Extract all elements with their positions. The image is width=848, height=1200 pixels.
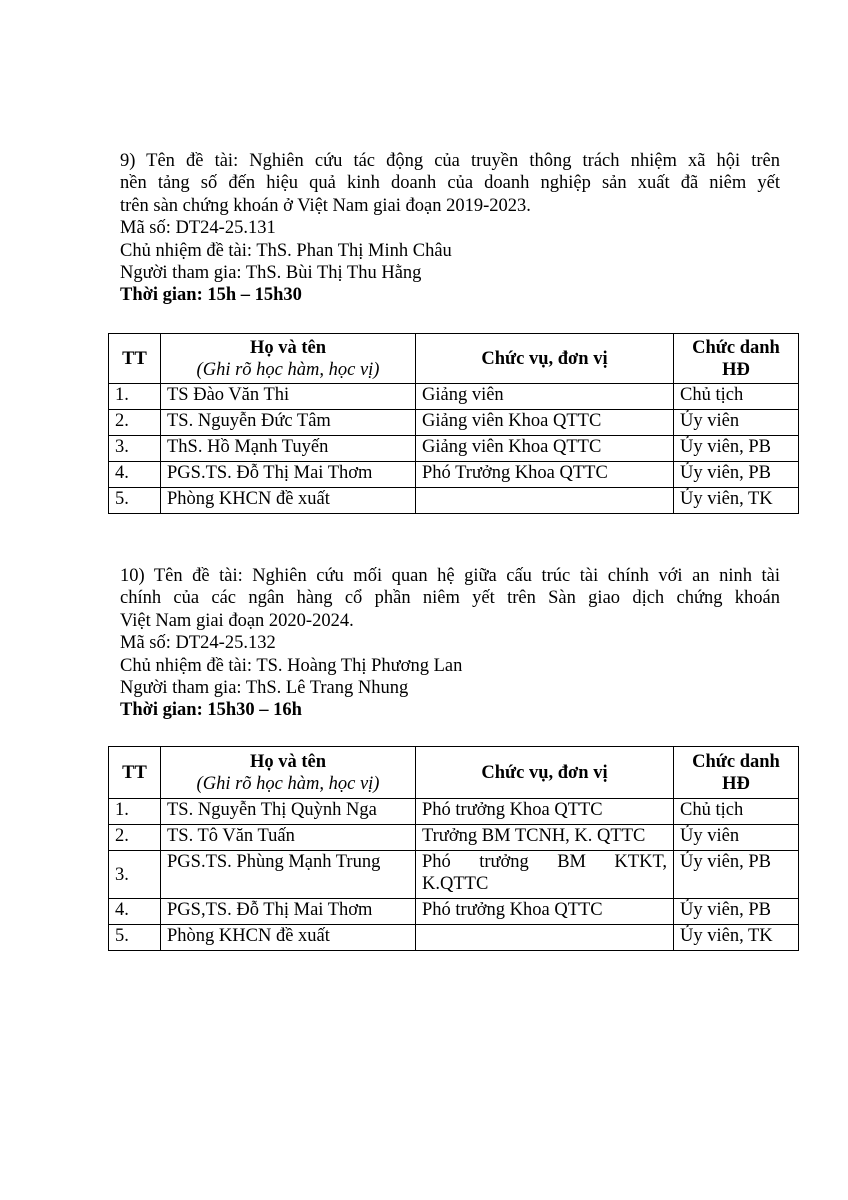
cell-name: ThS. Hồ Mạnh Tuyến xyxy=(161,436,416,462)
header-name xyxy=(161,334,416,384)
header-role-line1: Chức danh xyxy=(692,751,780,772)
header-name xyxy=(161,747,416,799)
section-9-title-line-2: nền tảng số đến hiệu quả kinh doanh của doanh nghiệp sản xuất đã niêm yết xyxy=(120,173,780,194)
header-position: Chức vụ, đơn vị xyxy=(416,747,674,799)
cell-role: Ủy viên, PB xyxy=(674,899,799,925)
cell-tt: 4. xyxy=(109,462,161,488)
cell-role: Ủy viên xyxy=(674,410,799,436)
cell-tt: 5. xyxy=(109,488,161,514)
header-position: Chức vụ, đơn vị xyxy=(416,334,674,384)
cell-role: Ủy viên xyxy=(674,825,799,851)
table-header-row xyxy=(109,747,799,799)
header-tt: TT xyxy=(109,747,161,799)
cell-tt: 1. xyxy=(109,799,161,825)
cell-position: Giảng viên Khoa QTTC xyxy=(416,410,674,436)
cell-tt: 1. xyxy=(109,384,161,410)
header-tt: TT xyxy=(109,334,161,384)
cell-name: PGS,TS. Đỗ Thị Mai Thơm xyxy=(161,899,416,925)
table-row xyxy=(109,436,799,462)
cell-role: Chủ tịch xyxy=(674,799,799,825)
table-row xyxy=(109,799,799,825)
cell-role: Ủy viên, TK xyxy=(674,488,799,514)
cell-position: Phó trưởng Khoa QTTC xyxy=(416,799,674,825)
header-name-note: (Ghi rõ học hàm, học vị) xyxy=(196,359,380,380)
header-role xyxy=(674,747,799,799)
cell-name: PGS.TS. Đỗ Thị Mai Thơm xyxy=(161,462,416,488)
cell-position: Phó Trưởng Khoa QTTC xyxy=(416,462,674,488)
header-role xyxy=(674,334,799,384)
cell-tt: 3. xyxy=(109,436,161,462)
cell-name: TS Đào Văn Thi xyxy=(161,384,416,410)
table-row xyxy=(109,851,799,899)
table-row xyxy=(109,899,799,925)
table-header-row xyxy=(109,334,799,384)
section-9-title-line-1: 9) Tên đề tài: Nghiên cứu tác động của truyền thông trách nhiệm xã hội trên xyxy=(120,151,780,171)
section-10-title-line-3: Việt Nam giai đoạn 2020-2024. xyxy=(120,610,354,631)
header-name-note: (Ghi rõ học hàm, học vị) xyxy=(196,773,380,794)
cell-tt: 2. xyxy=(109,825,161,851)
table-row xyxy=(109,925,799,951)
table-row xyxy=(109,410,799,436)
section-10-title-line-1: 10) Tên đề tài: Nghiên cứu mối quan hệ giữa cấu trúc tài chính với an ninh tài xyxy=(120,566,780,586)
table-row xyxy=(109,825,799,851)
cell-role: Ủy viên, TK xyxy=(674,925,799,951)
section-10-info xyxy=(120,565,780,722)
cell-position xyxy=(416,488,674,514)
section-9-info xyxy=(120,150,780,307)
section-10-participants: Người tham gia: ThS. Lê Trang Nhung xyxy=(120,677,409,698)
cell-tt: 3. xyxy=(109,851,161,899)
section-9-code: Mã số: DT24-25.131 xyxy=(120,218,276,239)
cell-role: Ủy viên, PB xyxy=(674,462,799,488)
cell-name: TS. Nguyễn Đức Tâm xyxy=(161,410,416,436)
cell-position xyxy=(416,851,674,899)
section-9-participants: Người tham gia: ThS. Bùi Thị Thu Hằng xyxy=(120,262,422,283)
cell-name: Phòng KHCN đề xuất xyxy=(161,925,416,951)
table-row xyxy=(109,384,799,410)
cell-position: Trưởng BM TCNH, K. QTTC xyxy=(416,825,674,851)
section-9-title-line-3: trên sàn chứng khoán ở Việt Nam giai đoạn 2019-2023. xyxy=(120,195,531,216)
table-row xyxy=(109,488,799,514)
cell-name: PGS.TS. Phùng Mạnh Trung xyxy=(161,851,416,899)
cell-position-line1: Phó trưởng BM KTKT, xyxy=(422,852,667,872)
section-9-committee-table xyxy=(108,333,799,514)
section-10-time: Thời gian: 15h30 – 16h xyxy=(120,700,302,721)
cell-position xyxy=(416,925,674,951)
cell-position: Giảng viên xyxy=(416,384,674,410)
cell-position: Giảng viên Khoa QTTC xyxy=(416,436,674,462)
section-10-lead: Chủ nhiệm đề tài: TS. Hoàng Thị Phương Lan xyxy=(120,655,463,676)
header-role-line2: HĐ xyxy=(722,773,750,794)
cell-name: TS. Nguyễn Thị Quỳnh Nga xyxy=(161,799,416,825)
cell-role: Ủy viên, PB xyxy=(674,436,799,462)
section-10-code: Mã số: DT24-25.132 xyxy=(120,633,276,654)
cell-tt: 4. xyxy=(109,899,161,925)
cell-position: Phó trưởng Khoa QTTC xyxy=(416,899,674,925)
section-10-title-line-2: chính của các ngân hàng cổ phần niêm yết trên Sàn giao dịch chứng khoán xyxy=(120,588,780,609)
header-role-line1: Chức danh xyxy=(692,337,780,358)
section-9-time: Thời gian: 15h – 15h30 xyxy=(120,285,302,306)
cell-tt: 5. xyxy=(109,925,161,951)
header-name-label: Họ và tên xyxy=(249,751,327,772)
cell-role: Ủy viên, PB xyxy=(674,851,799,899)
cell-position-line2: K.QTTC xyxy=(422,874,489,894)
header-role-line2: HĐ xyxy=(722,359,750,380)
cell-role: Chủ tịch xyxy=(674,384,799,410)
cell-name: TS. Tô Văn Tuấn xyxy=(161,825,416,851)
table-row xyxy=(109,462,799,488)
section-10-committee-table xyxy=(108,746,799,951)
cell-tt: 2. xyxy=(109,410,161,436)
section-9-lead: Chủ nhiệm đề tài: ThS. Phan Thị Minh Châu xyxy=(120,240,452,261)
header-name-label: Họ và tên xyxy=(249,337,327,358)
cell-name: Phòng KHCN đề xuất xyxy=(161,488,416,514)
